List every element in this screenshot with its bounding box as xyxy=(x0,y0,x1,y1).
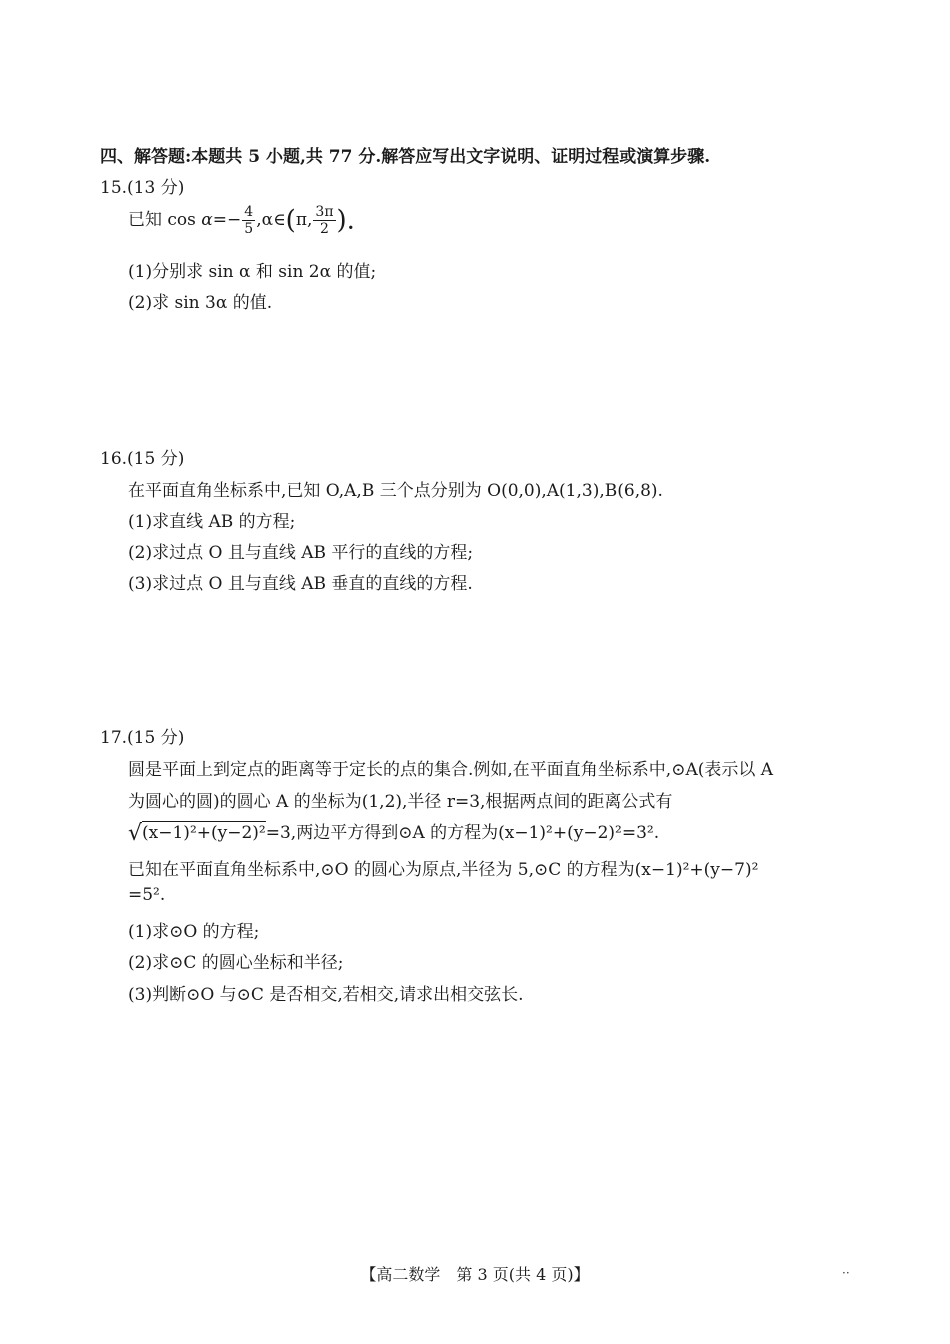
question-17-line-2: 为圆心的圆)的圆心 A 的坐标为(1,2),半径 r=3,根据两点间的距离公式有 xyxy=(128,792,673,812)
question-17-line-5: =5². xyxy=(128,885,166,905)
open-paren: ( xyxy=(285,205,296,236)
question-17-line-3 xyxy=(128,818,659,846)
fraction-three-pi-over-two xyxy=(313,204,335,237)
line-3-rest: =3,两边平方得到⊙A 的方程为(x−1)²+(y−2)²=3². xyxy=(265,823,660,843)
fraction-numerator: 4 xyxy=(244,204,254,220)
question-17-line-1: 圆是平面上到定点的距离等于定长的点的集合.例如,在平面直角坐标系中,⊙A(表示以 A xyxy=(128,760,774,780)
equals-minus: =− xyxy=(212,210,242,230)
pi-comma: π, xyxy=(295,210,313,230)
question-16-stem: 在平面直角坐标系中,已知 O,A,B 三个点分别为 O(0,0),A(1,3),B(6,8). xyxy=(128,481,663,501)
question-15-given xyxy=(128,204,355,237)
fraction-denominator: 2 xyxy=(320,221,329,237)
question-17-part-2: (2)求⊙C 的圆心坐标和半径; xyxy=(128,953,344,973)
question-17-part-3: (3)判断⊙O 与⊙C 是否相交,若相交,请求出相交弦长. xyxy=(128,985,524,1005)
sqrt-radicand: (x−1)²+(y−2)² xyxy=(142,823,266,843)
question-17-number: 17.(15 分) xyxy=(100,728,185,748)
fraction-denominator: 5 xyxy=(244,221,254,237)
question-17-part-1: (1)求⊙O 的方程; xyxy=(128,922,260,942)
fraction-four-fifths xyxy=(242,204,255,237)
question-16-number: 16.(15 分) xyxy=(100,449,185,469)
given-prefix: 已知 cos xyxy=(128,210,202,230)
question-16-part-2: (2)求过点 O 且与直线 AB 平行的直线的方程; xyxy=(128,543,474,563)
question-15-part-1: (1)分别求 sin α 和 sin 2α 的值; xyxy=(128,262,377,282)
alpha-symbol: α xyxy=(201,210,213,230)
question-15-number: 15.(13 分) xyxy=(100,178,185,198)
question-16-part-1: (1)求直线 AB 的方程; xyxy=(128,512,296,532)
question-17-line-4: 已知在平面直角坐标系中,⊙O 的圆心为原点,半径为 5,⊙C 的方程为(x−1)²+(y−7)² xyxy=(128,860,759,880)
fraction-numerator: 3π xyxy=(315,204,334,220)
page-footer: 【高二数学 第 3 页(共 4 页)】 xyxy=(360,1265,590,1284)
section-header: 四、解答题:本题共 5 小题,共 77 分.解答应写出文字说明、证明过程或演算步骤. xyxy=(100,147,711,167)
question-16-part-3: (3)求过点 O 且与直线 AB 垂直的直线的方程. xyxy=(128,574,473,594)
question-15-part-2: (2)求 sin 3α 的值. xyxy=(128,293,273,313)
close-paren: ). xyxy=(336,205,355,236)
sqrt-sign: √ xyxy=(128,821,143,846)
corner-mark: ·· xyxy=(842,1266,850,1280)
alpha-in: ,α∈ xyxy=(256,210,286,230)
